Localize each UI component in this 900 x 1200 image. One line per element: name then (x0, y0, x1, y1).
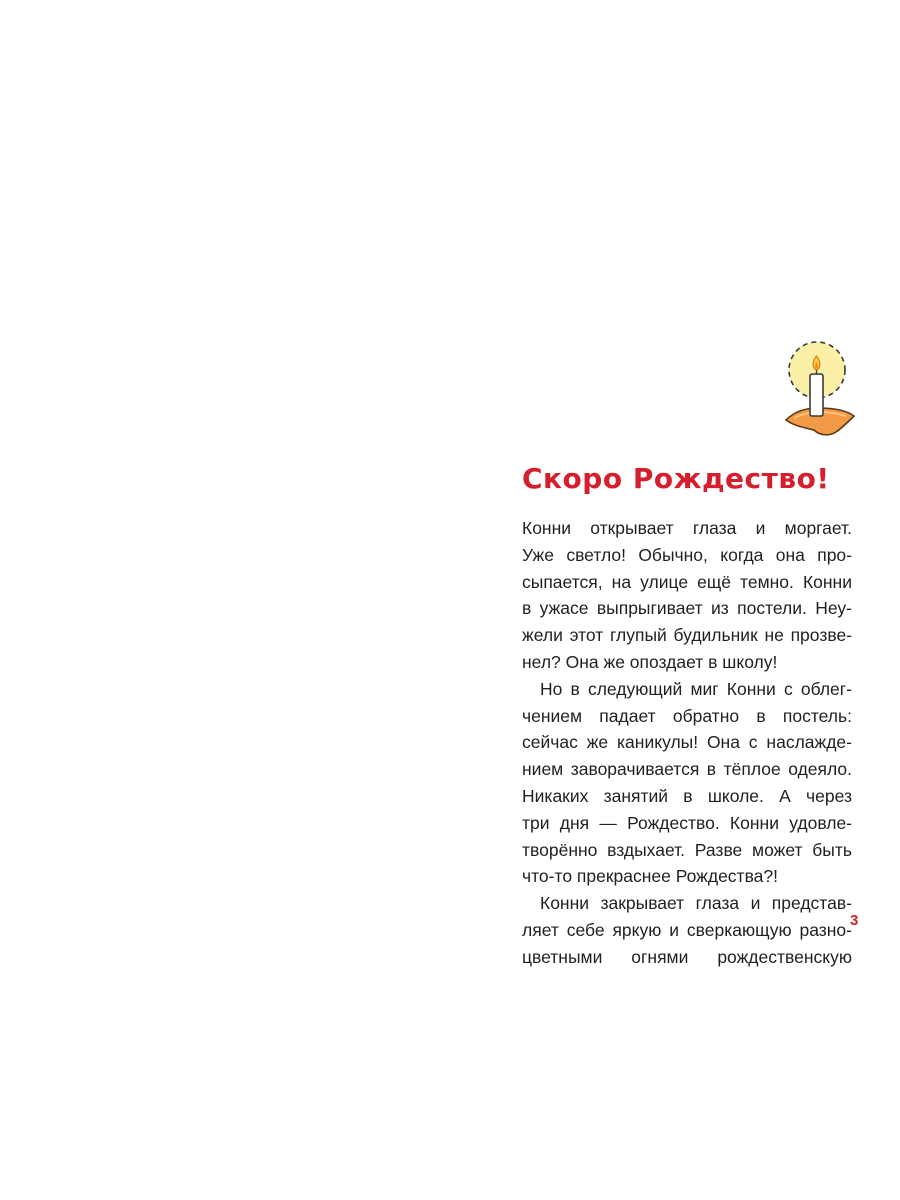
text-line: цветными огнями рождественскую (522, 946, 852, 967)
text-line: жели этот глупый будильник не прозве- (522, 625, 852, 646)
text-line: три дня — Рождество. Конни удовле- (522, 812, 852, 833)
body-text (522, 515, 852, 971)
text-line: Конни открывает глаза и моргает. (522, 518, 852, 538)
text-line: сыпается, на улице ещё темно. Конни (522, 571, 852, 592)
text-line: Конни закрывает глаза и представ- (540, 893, 852, 914)
text-line: что-то прекраснее Рождества?! (522, 866, 778, 887)
text-line: нием заворачивается в тёплое одеяло. (522, 759, 852, 780)
text-line: Никаких занятий в школе. А через (522, 785, 852, 806)
text-line: Уже светло! Обычно, когда она про- (522, 544, 852, 565)
text-line: ляет себе яркую и сверкающую разно- (522, 919, 852, 940)
text-line: в ужасе выпрыгивает из постели. Неу- (522, 598, 852, 619)
text-line: нел? Она же опоздает в школу! (522, 651, 778, 672)
chapter-title: Скоро Рождество! (522, 462, 830, 495)
text-line: чением падает обратно в постель: (522, 705, 852, 726)
page-number: 3 (850, 912, 859, 929)
text-line: Но в следующий миг Конни с облег- (540, 678, 852, 699)
candle-icon (780, 336, 870, 446)
text-line: сейчас же каникулы! Она с наслажде- (522, 732, 852, 753)
text-line: творённо вздыхает. Разве может быть (522, 839, 852, 860)
